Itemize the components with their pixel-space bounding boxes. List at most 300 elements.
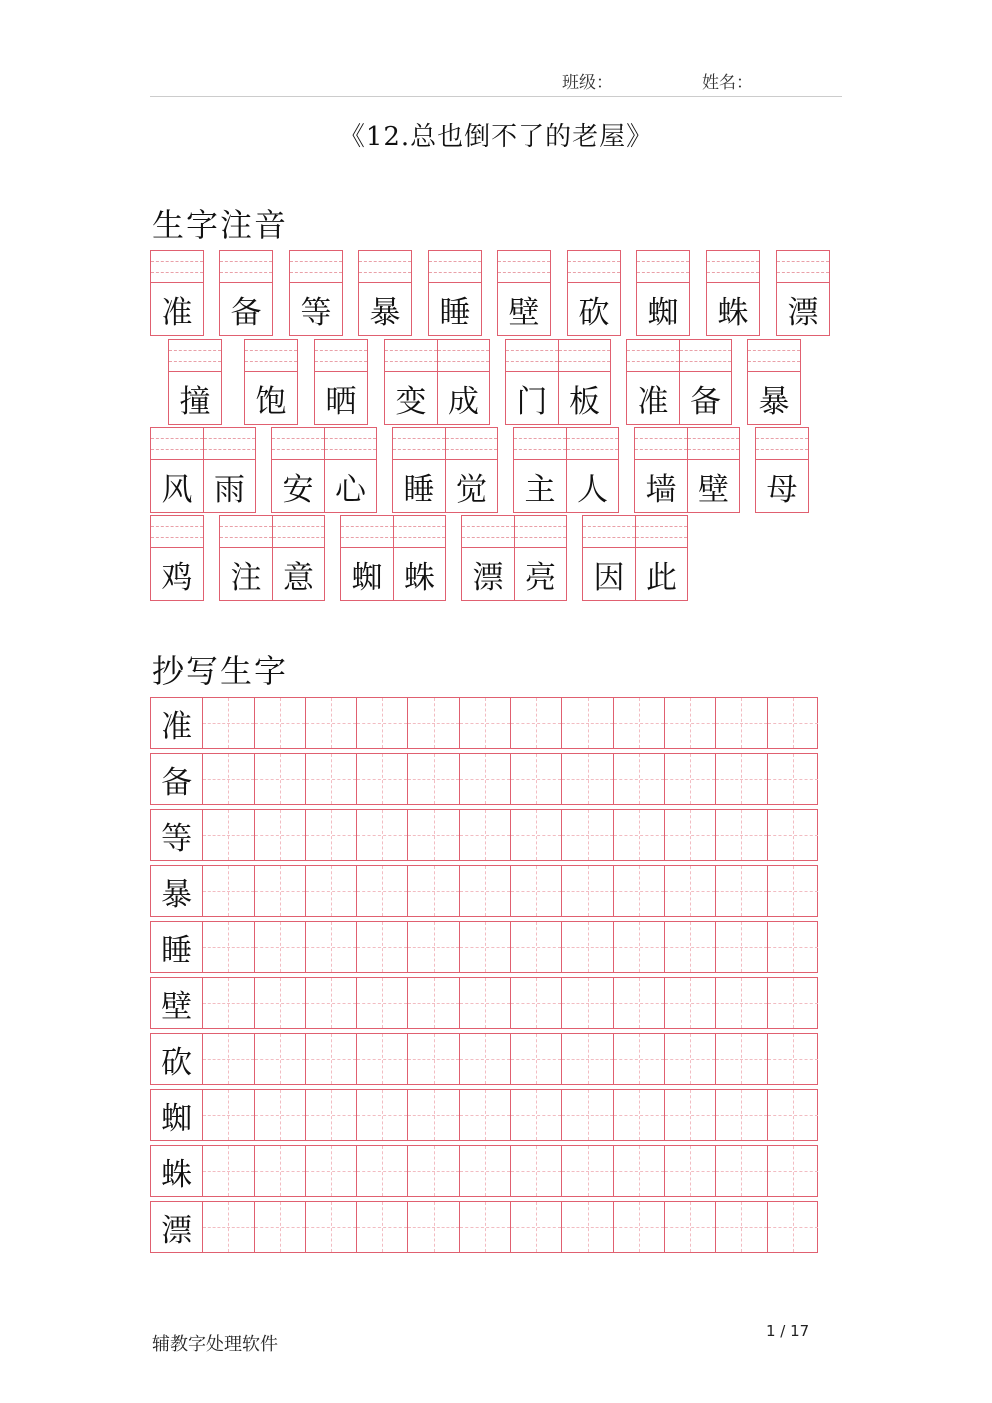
practice-cell[interactable] [510, 978, 561, 1028]
practice-cell[interactable] [510, 1090, 561, 1140]
practice-cell[interactable] [510, 1146, 561, 1196]
hanzi: 注 [230, 559, 262, 596]
char-cell [568, 251, 620, 335]
practice-cell[interactable] [767, 1202, 818, 1252]
char-cell [341, 516, 393, 600]
practice-cell[interactable] [561, 922, 612, 972]
model-char: 备 [161, 764, 193, 801]
word-box [776, 250, 830, 336]
practice-cell[interactable] [254, 866, 305, 916]
word-box [150, 250, 204, 336]
hanzi: 晒 [325, 383, 357, 420]
practice-cell[interactable] [305, 922, 356, 972]
practice-cell[interactable] [305, 754, 356, 804]
char-cell [558, 340, 610, 424]
practice-cell[interactable] [356, 698, 407, 748]
practice-cell[interactable] [767, 1146, 818, 1196]
pinyin-box[interactable] [385, 340, 437, 372]
char-cell [748, 340, 800, 424]
pinyin-box[interactable] [583, 516, 635, 548]
hanzi: 此 [646, 559, 677, 596]
hanzi: 漂 [787, 294, 819, 331]
hanzi: 蜘 [647, 294, 679, 331]
practice-cell[interactable] [715, 978, 766, 1028]
practice-cell[interactable] [510, 698, 561, 748]
model-char-cell [151, 866, 202, 916]
practice-cell[interactable] [664, 1034, 715, 1084]
practice-cell[interactable] [305, 866, 356, 916]
word-box [384, 339, 490, 425]
practice-cell[interactable] [767, 1034, 818, 1084]
hanzi: 心 [335, 471, 366, 508]
practice-cell[interactable] [407, 978, 458, 1028]
char-cell [385, 340, 437, 424]
practice-cell[interactable] [254, 978, 305, 1028]
practice-cell[interactable] [664, 1146, 715, 1196]
char-cell [151, 251, 203, 335]
hanzi: 砍 [578, 294, 610, 331]
practice-cell[interactable] [561, 978, 612, 1028]
copy-row [150, 1145, 818, 1197]
practice-cell[interactable] [510, 1034, 561, 1084]
pinyin-box[interactable] [514, 428, 566, 460]
practice-cell[interactable] [715, 1202, 766, 1252]
char-cell [245, 340, 297, 424]
word-box [392, 427, 498, 513]
hanzi: 安 [282, 471, 314, 508]
practice-cell[interactable] [356, 866, 407, 916]
word-box [582, 515, 688, 601]
pinyin-box[interactable] [315, 340, 367, 372]
pinyin-box[interactable] [393, 428, 445, 460]
practice-cell[interactable] [715, 810, 766, 860]
hanzi: 睡 [403, 471, 435, 508]
pinyin-box[interactable] [220, 516, 272, 548]
practice-cell[interactable] [613, 1090, 664, 1140]
practice-cell[interactable] [459, 922, 510, 972]
word-box [289, 250, 343, 336]
practice-cell[interactable] [407, 1146, 458, 1196]
practice-cell[interactable] [202, 754, 253, 804]
word-box [150, 515, 204, 601]
model-char-cell [151, 922, 202, 972]
practice-cell[interactable] [715, 866, 766, 916]
practice-cell[interactable] [202, 1090, 253, 1140]
practice-cell[interactable] [254, 922, 305, 972]
word-box [706, 250, 760, 336]
model-char-cell [151, 1146, 202, 1196]
pinyin-box[interactable] [272, 428, 324, 460]
char-cell [707, 251, 759, 335]
practice-cell[interactable] [407, 1202, 458, 1252]
practice-cell[interactable] [459, 978, 510, 1028]
hanzi: 暴 [369, 294, 401, 331]
practice-cell[interactable] [613, 698, 664, 748]
char-cell [429, 251, 481, 335]
hanzi: 准 [637, 383, 669, 420]
pinyin-box[interactable] [429, 251, 481, 283]
practice-cell[interactable] [305, 1146, 356, 1196]
word-box [219, 515, 325, 601]
section-title-copy: 抄写生字 [152, 652, 289, 690]
pinyin-box[interactable] [151, 428, 203, 460]
pinyin-box[interactable] [273, 516, 324, 548]
practice-cell[interactable] [767, 810, 818, 860]
char-cell [151, 428, 203, 512]
practice-cell[interactable] [613, 1146, 664, 1196]
practice-cell[interactable] [459, 754, 510, 804]
hanzi: 风 [161, 471, 193, 508]
char-cell [514, 516, 566, 600]
word-box [461, 515, 567, 601]
practice-cell[interactable] [664, 1202, 715, 1252]
pinyin-box[interactable] [169, 340, 221, 372]
practice-cell[interactable] [613, 1034, 664, 1084]
pinyin-box[interactable] [707, 251, 759, 283]
copy-row [150, 921, 818, 973]
hanzi: 亮 [525, 559, 556, 596]
char-cell [679, 340, 731, 424]
model-char-cell [151, 698, 202, 748]
copy-row [150, 865, 818, 917]
page-header [150, 64, 842, 97]
practice-cell[interactable] [356, 754, 407, 804]
copy-row [150, 1033, 818, 1085]
char-cell [169, 340, 221, 424]
model-char: 睡 [161, 932, 193, 969]
practice-cell[interactable] [254, 698, 305, 748]
char-cell [635, 516, 687, 600]
char-cell [393, 428, 445, 512]
word-box [358, 250, 412, 336]
practice-cell[interactable] [407, 1034, 458, 1084]
practice-cell[interactable] [407, 866, 458, 916]
model-char: 砍 [161, 1044, 193, 1081]
model-char-cell [151, 810, 202, 860]
practice-cell[interactable] [767, 922, 818, 972]
char-cell [324, 428, 376, 512]
practice-cell[interactable] [407, 698, 458, 748]
practice-cell[interactable] [613, 866, 664, 916]
char-cell [462, 516, 514, 600]
pinyin-box[interactable] [688, 428, 739, 460]
word-box [150, 427, 256, 513]
practice-cell[interactable] [561, 698, 612, 748]
char-cell [151, 516, 203, 600]
practice-cell[interactable] [254, 1146, 305, 1196]
model-char-cell [151, 978, 202, 1028]
practice-cell[interactable] [459, 698, 510, 748]
practice-cell[interactable] [767, 866, 818, 916]
char-cell [566, 428, 618, 512]
practice-cell[interactable] [305, 1034, 356, 1084]
char-cell [498, 251, 550, 335]
model-char: 等 [161, 820, 193, 857]
char-cell [445, 428, 497, 512]
char-cell [203, 428, 255, 512]
practice-cell[interactable] [407, 922, 458, 972]
pinyin-box[interactable] [462, 516, 514, 548]
practice-cell[interactable] [715, 1034, 766, 1084]
practice-cell[interactable] [767, 1090, 818, 1140]
word-box [244, 339, 298, 425]
char-cell [290, 251, 342, 335]
hanzi: 意 [283, 559, 314, 596]
hanzi: 主 [524, 471, 556, 508]
char-cell [514, 428, 566, 512]
practice-cell[interactable] [561, 1034, 612, 1084]
word-box [755, 427, 809, 513]
word-box [747, 339, 801, 425]
char-cell [637, 251, 689, 335]
practice-cell[interactable] [202, 810, 253, 860]
practice-cell[interactable] [356, 978, 407, 1028]
model-char: 蜘 [161, 1100, 193, 1137]
model-char-cell [151, 1090, 202, 1140]
practice-cell[interactable] [715, 754, 766, 804]
practice-cell[interactable] [202, 698, 253, 748]
worksheet-title: 《12.总也倒不了的老屋》 [338, 122, 654, 152]
word-box [428, 250, 482, 336]
hanzi: 蜘 [351, 559, 383, 596]
practice-cell[interactable] [715, 1146, 766, 1196]
practice-cell[interactable] [510, 754, 561, 804]
word-box [636, 250, 690, 336]
hanzi: 备 [230, 294, 262, 331]
hanzi: 因 [593, 559, 625, 596]
practice-cell[interactable] [356, 810, 407, 860]
copy-practice-grid [150, 697, 818, 1257]
practice-cell[interactable] [613, 978, 664, 1028]
model-char: 漂 [161, 1212, 193, 1249]
hanzi: 饱 [255, 383, 287, 420]
hanzi: 板 [569, 383, 600, 420]
practice-cell[interactable] [767, 698, 818, 748]
practice-cell[interactable] [202, 1034, 253, 1084]
practice-cell[interactable] [510, 866, 561, 916]
pinyin-box[interactable] [220, 251, 272, 283]
char-cell [777, 251, 829, 335]
pinyin-box[interactable] [290, 251, 342, 283]
pinyin-box[interactable] [627, 340, 679, 372]
practice-cell[interactable] [407, 754, 458, 804]
char-cell [687, 428, 739, 512]
practice-cell[interactable] [664, 810, 715, 860]
pinyin-box[interactable] [151, 251, 203, 283]
pinyin-box[interactable] [151, 516, 203, 548]
model-char: 准 [161, 708, 193, 745]
practice-cell[interactable] [305, 978, 356, 1028]
practice-cell[interactable] [561, 1202, 612, 1252]
pinyin-box[interactable] [498, 251, 550, 283]
char-cell [506, 340, 558, 424]
hanzi: 备 [690, 383, 721, 420]
pinyin-box[interactable] [559, 340, 610, 372]
section-title-pinyin: 生字注音 [152, 206, 289, 244]
practice-cell[interactable] [459, 1202, 510, 1252]
word-box [497, 250, 551, 336]
hanzi: 准 [161, 294, 193, 331]
char-cell [393, 516, 445, 600]
practice-cell[interactable] [664, 978, 715, 1028]
model-char: 蛛 [161, 1156, 193, 1193]
practice-cell[interactable] [202, 978, 253, 1028]
practice-cell[interactable] [254, 1090, 305, 1140]
word-box [567, 250, 621, 336]
pinyin-box[interactable] [756, 428, 808, 460]
practice-cell[interactable] [305, 698, 356, 748]
practice-cell[interactable] [202, 1146, 253, 1196]
char-cell [756, 428, 808, 512]
word-box [340, 515, 446, 601]
practice-cell[interactable] [510, 810, 561, 860]
model-char: 壁 [161, 988, 193, 1025]
word-box [219, 250, 273, 336]
pinyin-box[interactable] [515, 516, 566, 548]
practice-cell[interactable] [356, 1202, 407, 1252]
pinyin-box[interactable] [438, 340, 489, 372]
name-label: 姓名： [702, 73, 753, 93]
practice-cell[interactable] [254, 810, 305, 860]
pinyin-box[interactable] [680, 340, 731, 372]
char-cell [220, 516, 272, 600]
practice-cell[interactable] [664, 754, 715, 804]
practice-cell[interactable] [613, 922, 664, 972]
hanzi: 墙 [645, 471, 677, 508]
copy-row [150, 1201, 818, 1253]
word-box [505, 339, 611, 425]
practice-cell[interactable] [613, 754, 664, 804]
char-cell [627, 340, 679, 424]
word-box [634, 427, 740, 513]
practice-cell[interactable] [356, 1146, 407, 1196]
char-cell [583, 516, 635, 600]
pinyin-box[interactable] [446, 428, 497, 460]
model-char-cell [151, 1202, 202, 1252]
practice-cell[interactable] [664, 1090, 715, 1140]
pinyin-box[interactable] [635, 428, 687, 460]
copy-row [150, 809, 818, 861]
pinyin-box[interactable] [325, 428, 376, 460]
char-cell [220, 251, 272, 335]
practice-cell[interactable] [305, 1202, 356, 1252]
practice-cell[interactable] [767, 978, 818, 1028]
practice-cell[interactable] [767, 754, 818, 804]
pinyin-box[interactable] [359, 251, 411, 283]
practice-cell[interactable] [613, 1202, 664, 1252]
model-char-cell [151, 1034, 202, 1084]
hanzi: 壁 [698, 471, 729, 508]
hanzi: 壁 [508, 294, 540, 331]
practice-cell[interactable] [202, 866, 253, 916]
practice-cell[interactable] [561, 866, 612, 916]
model-char-cell [151, 754, 202, 804]
pinyin-box[interactable] [341, 516, 393, 548]
class-label: 班级： [562, 73, 613, 93]
hanzi: 成 [448, 383, 479, 420]
practice-cell[interactable] [407, 810, 458, 860]
pinyin-box[interactable] [637, 251, 689, 283]
hanzi: 撞 [179, 383, 211, 420]
practice-cell[interactable] [254, 754, 305, 804]
practice-cell[interactable] [664, 866, 715, 916]
pinyin-box[interactable] [204, 428, 255, 460]
page-number: 1 / 17 [766, 1322, 810, 1340]
pinyin-box[interactable] [567, 428, 618, 460]
practice-cell[interactable] [715, 698, 766, 748]
practice-cell[interactable] [356, 1090, 407, 1140]
practice-cell[interactable] [715, 1090, 766, 1140]
practice-cell[interactable] [664, 698, 715, 748]
hanzi: 人 [577, 471, 608, 508]
practice-cell[interactable] [356, 1034, 407, 1084]
practice-cell[interactable] [254, 1202, 305, 1252]
practice-cell[interactable] [510, 1202, 561, 1252]
char-cell [359, 251, 411, 335]
pinyin-box[interactable] [777, 251, 829, 283]
hanzi: 觉 [456, 471, 487, 508]
practice-cell[interactable] [613, 810, 664, 860]
hanzi: 雨 [214, 471, 245, 508]
practice-cell[interactable] [305, 1090, 356, 1140]
pinyin-box[interactable] [245, 340, 297, 372]
hanzi: 蛛 [404, 559, 435, 596]
practice-cell[interactable] [254, 1034, 305, 1084]
pinyin-box[interactable] [506, 340, 558, 372]
word-box [513, 427, 619, 513]
hanzi: 漂 [472, 559, 504, 596]
copy-row [150, 753, 818, 805]
practice-cell[interactable] [561, 1090, 612, 1140]
practice-cell[interactable] [459, 866, 510, 916]
practice-cell[interactable] [459, 810, 510, 860]
practice-cell[interactable] [202, 1202, 253, 1252]
pinyin-box[interactable] [568, 251, 620, 283]
practice-cell[interactable] [356, 922, 407, 972]
hanzi: 等 [300, 294, 332, 331]
practice-cell[interactable] [561, 810, 612, 860]
practice-cell[interactable] [202, 922, 253, 972]
practice-cell[interactable] [561, 754, 612, 804]
model-char: 暴 [161, 876, 193, 913]
hanzi: 门 [516, 383, 548, 420]
hanzi: 母 [766, 471, 798, 508]
practice-cell[interactable] [715, 922, 766, 972]
hanzi: 暴 [758, 383, 790, 420]
practice-cell[interactable] [459, 1146, 510, 1196]
hanzi: 鸡 [161, 559, 193, 596]
software-name: 辅教字处理软件 [152, 1334, 278, 1355]
practice-cell[interactable] [510, 922, 561, 972]
pinyin-box[interactable] [394, 516, 445, 548]
practice-cell[interactable] [664, 922, 715, 972]
word-box [271, 427, 377, 513]
practice-cell[interactable] [407, 1090, 458, 1140]
char-cell [437, 340, 489, 424]
word-box [168, 339, 222, 425]
practice-cell[interactable] [459, 1090, 510, 1140]
pinyin-box[interactable] [636, 516, 687, 548]
practice-cell[interactable] [561, 1146, 612, 1196]
hanzi: 变 [395, 383, 427, 420]
pinyin-box[interactable] [748, 340, 800, 372]
word-box [314, 339, 368, 425]
copy-row [150, 977, 818, 1029]
word-box [626, 339, 732, 425]
practice-cell[interactable] [459, 1034, 510, 1084]
practice-cell[interactable] [305, 810, 356, 860]
char-cell [272, 428, 324, 512]
